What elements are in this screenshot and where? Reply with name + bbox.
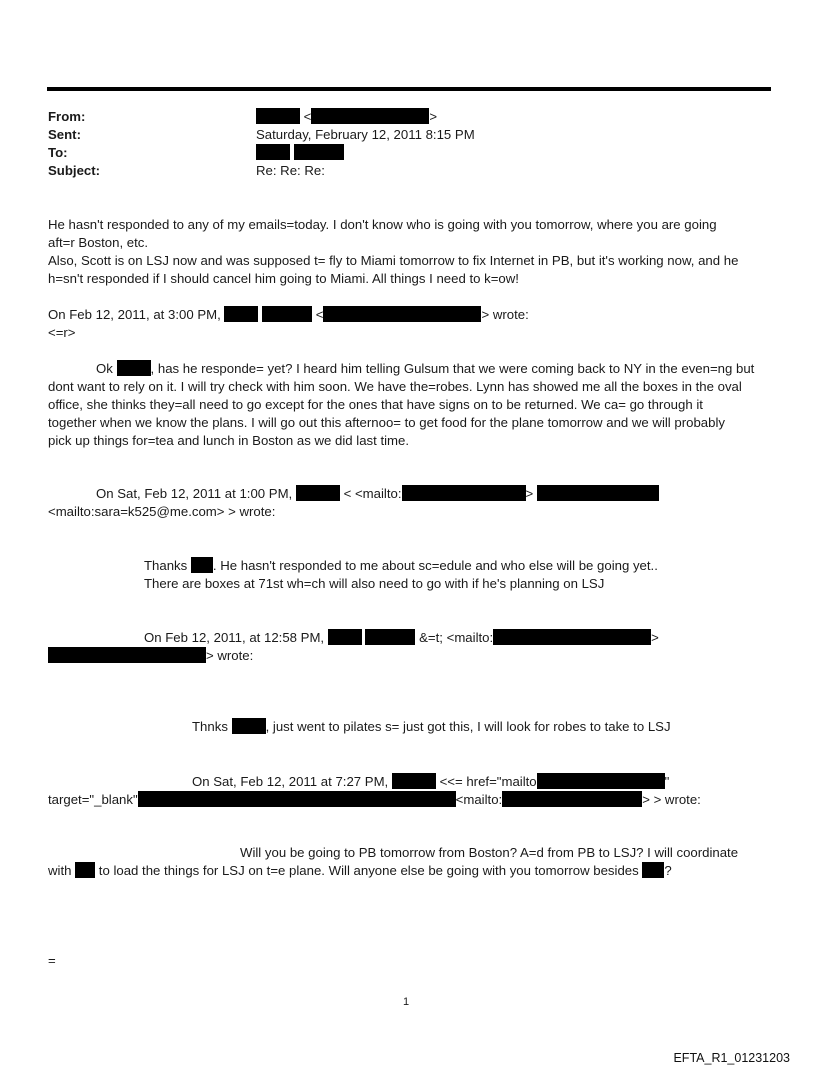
redaction [537,773,665,789]
subject-label: Subject: [48,163,101,178]
redaction [232,718,266,734]
redaction [48,647,206,663]
subject-value: Re: Re: Re: [256,163,325,178]
body-paragraph-2: Ok , has he responde= yet? I heard him telling Gulsum that we were coming back to NY in the even=ng but dont want to rely on it. I will try check with him soon. We have the=robes. Lynn has showed me all the boxes in the oval office, she thinks they=all need to go except for the ones that have signs on to be returned. We ca= go through it together when we know the plans. I will go out this afternoo= to get food for the plane tomorrow and we will probably pick up things for=tea and lunch in Boston as we did last time. [48,361,755,448]
redaction [138,791,456,807]
quote-header-1: On Feb 12, 2011, at 3:00 PM, < > wrote: <=r> [48,307,529,340]
redaction [262,306,312,322]
to-label: To: [48,145,68,160]
redaction [328,629,362,645]
from-label: From: [48,109,86,124]
redaction [224,306,258,322]
body-paragraph-1: He hasn't responded to any of my emails=today. I don't know who is going with you tomorrow, where you are going aft=r Boston, etc. Also, Scott is on LSJ now and was supposed t= fly to Miami tomorrow to fix Internet in PB, but it's working now, and he h=sn't responded if I should cancel him going to Miami. All things I need to k=ow! [48,217,739,286]
redaction [502,791,642,807]
from-value: < > [256,108,437,125]
redaction [642,862,664,878]
redaction [537,485,659,501]
redaction [117,360,151,376]
redaction [365,629,415,645]
quote-header-3: On Feb 12, 2011, at 12:58 PM, &=t; <mailto: > > wrote: [48,629,659,665]
quote-header-2: On Sat, Feb 12, 2011 at 1:00 PM, < <mailto: > <mailto:sara=k525@me.com> > wrote: [48,485,659,521]
quote-header-4: On Sat, Feb 12, 2011 at 7:27 PM, <<= href="mailto " target="_blank" <mailto: > > wrote: [48,774,701,807]
redaction [294,144,344,160]
page-number: 1 [403,996,410,1008]
redaction [256,108,300,124]
redaction [311,108,429,124]
sent-label: Sent: [48,127,81,142]
redaction [323,306,481,322]
sent-value: Saturday, February 12, 2011 8:15 PM [256,127,475,142]
redaction [493,629,651,645]
body-paragraph-3: Thanks . He hasn't responded to me about sc=edule and who else will be going yet.. There are boxes at 71st wh=ch will also need to go with if he's planning on LSJ [144,558,658,591]
redaction [191,557,213,573]
redaction [402,485,526,501]
redaction [256,144,290,160]
to-value [256,144,344,161]
body-paragraph-5: Will you be going to PB tomorrow from Boston? A=d from PB to LSJ? I will coordinate with to load the things for LSJ on t=e plane. Will anyone else be going with you tomorrow besides ? [48,845,739,878]
header-rule [47,87,771,91]
document-id: EFTA_R1_01231203 [673,1051,790,1065]
redaction [75,862,95,878]
redaction [296,485,340,501]
redaction [392,773,436,789]
body-paragraph-4: Thnks , just went to pilates s= just got this, I will look for robes to take to LSJ [192,719,671,734]
trailing-equals: = [48,953,56,968]
